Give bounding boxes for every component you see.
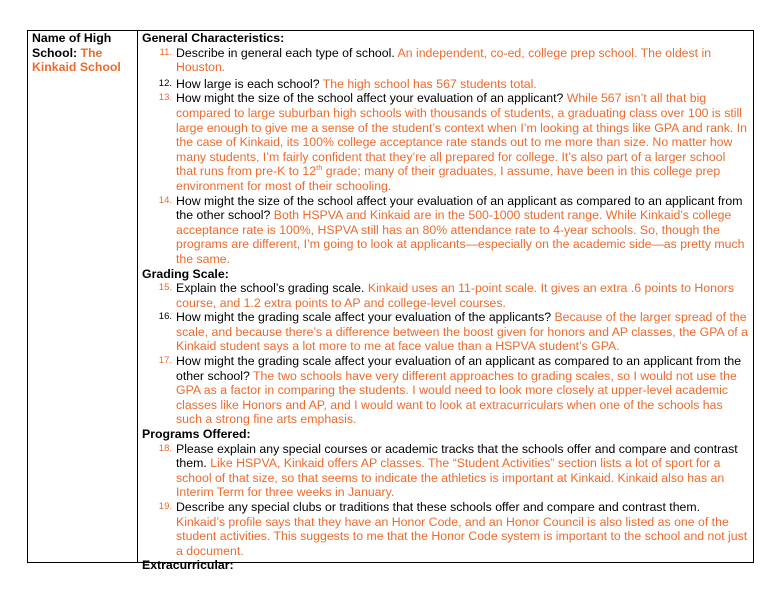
question-number: 19. xyxy=(158,501,172,512)
question-item xyxy=(142,194,749,267)
question-text: How might the grading scale affect your evaluation of the applicants? xyxy=(176,310,552,325)
answer-text: Like HSPVA, Kinkaid offers AP classes. The “Student Activities” section lists a lot of sport for a school of that size, so that seems to indicate the athletics is important at Kinkaid. Kinkaid also has an Interim Term for three weeks in January. xyxy=(176,456,725,500)
question-text: Please explain any special courses or academic tracks that the schools offer and compare and contrast them. xyxy=(176,441,738,471)
answer-text-part: While 567 isn’t all that big compared to large suburban high schools with thousands of students, a graduating class over 100 is still large enough to give me a sense of the student’s context when I’m looking at things like GPA and rank. In the case of Kinkaid, its 100% college acceptance rate stands out to me more than size. No matter how many students, I’m fairly confident that they’re all prepared for college. It’s also part of a larger school that runs from pre-K to 12 xyxy=(176,91,748,179)
question-item xyxy=(142,77,749,92)
question-item xyxy=(142,442,749,500)
answer-text: The high school has 567 students total. xyxy=(322,76,537,91)
answer-text: Kinkaid uses an 11-point scale. It gives an extra .6 points to Honors course, and 1.2 extra points to AP and college-level courses. xyxy=(176,281,735,310)
section-heading: Extracurricular: xyxy=(142,558,234,573)
question-number: 18. xyxy=(158,442,172,454)
question-text: Describe in general each type of school. xyxy=(176,45,395,60)
school-name-value: The Kinkaid School xyxy=(32,45,121,75)
answer-text xyxy=(176,91,747,193)
comparison-table xyxy=(27,30,754,573)
question-text: How might the grading scale affect your evaluation of an applicant as compared to an applicant from the other school? xyxy=(176,354,742,383)
section-programs xyxy=(142,427,749,558)
section-grading xyxy=(142,267,749,428)
answer-text: Kinkaid’s profile says that they have an Honor Code, and an Honor Council is also listed as one of the student activities. This suggests to me that the Honor Code system is important to the school and not just a document. xyxy=(176,514,748,558)
answer-text: Because of the larger spread of the scale, and because there’s a difference between the boost given for honors and AP classes, the GPA of a Kinkaid student says a lot more to me at face value than a HSPVA student’s GPA. xyxy=(176,310,748,354)
ordinal-suffix: th xyxy=(316,163,323,173)
question-number: 12. xyxy=(158,77,172,89)
answer-text: The two schools have very different approaches to grading scales, so I would not use the GPA as a factor in comparing the students. I would need to look more closely at upper-level academic classes like Honors and AP, and I would want to look at extracurriculars when one of the schools has such a strong fine arts emphasis. xyxy=(176,368,737,427)
school-name-cell xyxy=(28,31,138,562)
question-text: How might the size of the school affect your evaluation of an applicant? xyxy=(176,91,564,106)
section-general xyxy=(142,31,749,267)
question-text: How large is each school? xyxy=(176,76,320,91)
answer-text: Both HSPVA and Kinkaid are in the 500-1000 student range. While Kinkaid’s college acceptance rate is 100%, HSPVA still has an 80% attendance rate to 4-year schools. So, though the programs are different, I’m going to look at applicants—especially on the academic side—as pretty much the same. xyxy=(176,208,745,266)
question-number: 15. xyxy=(158,282,172,294)
question-number: 14. xyxy=(158,194,172,206)
question-item xyxy=(142,500,749,558)
school-name-label: Name of High School: xyxy=(32,31,112,60)
question-item xyxy=(142,354,749,427)
question-number: 17. xyxy=(158,355,172,367)
question-item xyxy=(142,91,749,193)
section-heading: Programs Offered: xyxy=(142,427,251,442)
question-number: 16. xyxy=(158,311,172,323)
section-heading: Grading Scale: xyxy=(142,266,229,281)
question-item xyxy=(142,281,749,310)
question-text: How might the size of the school affect your evaluation of an applicant as compared to an applicant from the other school? xyxy=(176,193,743,223)
question-item xyxy=(142,310,749,354)
question-item xyxy=(142,46,749,75)
question-text: Describe any special clubs or traditions that these schools offer and compare and contrast them. xyxy=(176,500,701,514)
section-heading: General Characteristics: xyxy=(142,31,285,45)
questions-cell xyxy=(138,31,753,573)
question-text: Explain the school’s grading scale. xyxy=(176,281,365,296)
answer-text-part: grade; many of their graduates, I assume, have been in this college prep environment for most of their schooling. xyxy=(176,164,721,193)
question-number: 11. xyxy=(159,46,172,58)
question-number: 13. xyxy=(158,92,172,104)
section-extracurricular xyxy=(142,558,749,573)
answer-text: An independent, co-ed, college prep school. The oldest in Houston. xyxy=(176,45,712,75)
